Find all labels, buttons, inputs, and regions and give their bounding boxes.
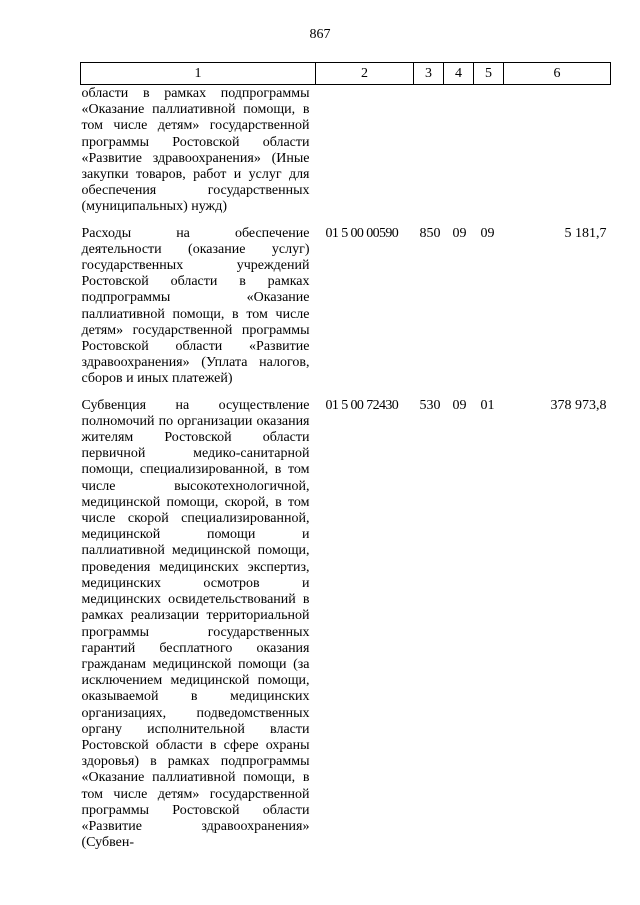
table-header-row bbox=[81, 63, 611, 85]
row-subsection: 09 bbox=[480, 225, 495, 241]
table-row bbox=[81, 85, 611, 216]
row-amount: 5 181,7 bbox=[564, 225, 607, 241]
table-row bbox=[81, 398, 611, 852]
row-section bbox=[444, 85, 474, 216]
row-section: 09 bbox=[452, 397, 467, 413]
row-description: области в рамках подпрограммы «Оказание паллиативной помощи, в том числе детям» государственной программы Ростовской области «Развитие здравоохранения» (Иные закупки товаров, работ и услуг для обеспечения государственных (муниципальных) нужд) bbox=[81, 86, 310, 215]
budget-table bbox=[80, 62, 611, 851]
row-description: Субвенция на осуществление полномочий по организации оказания жителям Ростовской области первичной медико-санитарной помощи, специализированной, в том числе высокотехнологичной, медицинской помощи, скорой, в том числе скорой специализированной, медицинской помощи и паллиативной медицинской помощи, проведения медицинских экспертиз, медицинских осмотров и медицинских освидетельствований в рамках реализации территориальной программы государственных гарантий бесплатного оказания гражданам медицинской помощи (за исключением медицинской помощи, оказываемой в медицинских организациях, подведомственных органу исполнительной власти Ростовской области в сфере охраны здоровья) в рамках подпрограммы «Оказание паллиативной помощи, в том числе детям» государственной программы Ростовской области «Развитие здравоохранения» (Субвен- bbox=[81, 397, 310, 851]
column-header-1: 1 bbox=[81, 63, 316, 85]
row-description: Расходы на обеспечение деятельности (оказание услуг) государственных учреждений Ростовской области в рамках подпрограммы «Оказание паллиативной помощи, в том числе детям» государственной программы Ростовской области «Развитие здравоохранения» (Уплата налогов, сборов и иных платежей) bbox=[81, 225, 310, 387]
page-number: 867 bbox=[309, 27, 331, 42]
table-row bbox=[81, 226, 611, 388]
row-target-code: 01 5 00 72430 bbox=[325, 397, 399, 413]
column-header-5: 5 bbox=[474, 63, 504, 85]
row-subsection: 01 bbox=[480, 397, 495, 413]
column-header-3: 3 bbox=[414, 63, 444, 85]
row-amount bbox=[504, 85, 611, 216]
row-spacer bbox=[81, 216, 611, 226]
row-expense-type: 530 bbox=[419, 397, 441, 413]
row-target-code: 01 5 00 00590 bbox=[325, 225, 399, 241]
column-header-2: 2 bbox=[316, 63, 414, 85]
row-expense-type bbox=[414, 85, 444, 216]
column-header-4: 4 bbox=[444, 63, 474, 85]
row-section: 09 bbox=[452, 225, 467, 241]
row-subsection bbox=[474, 85, 504, 216]
column-header-6: 6 bbox=[504, 63, 611, 85]
row-amount: 378 973,8 bbox=[550, 397, 607, 413]
row-spacer bbox=[81, 388, 611, 398]
row-target-code bbox=[316, 85, 414, 216]
row-expense-type: 850 bbox=[419, 225, 441, 241]
